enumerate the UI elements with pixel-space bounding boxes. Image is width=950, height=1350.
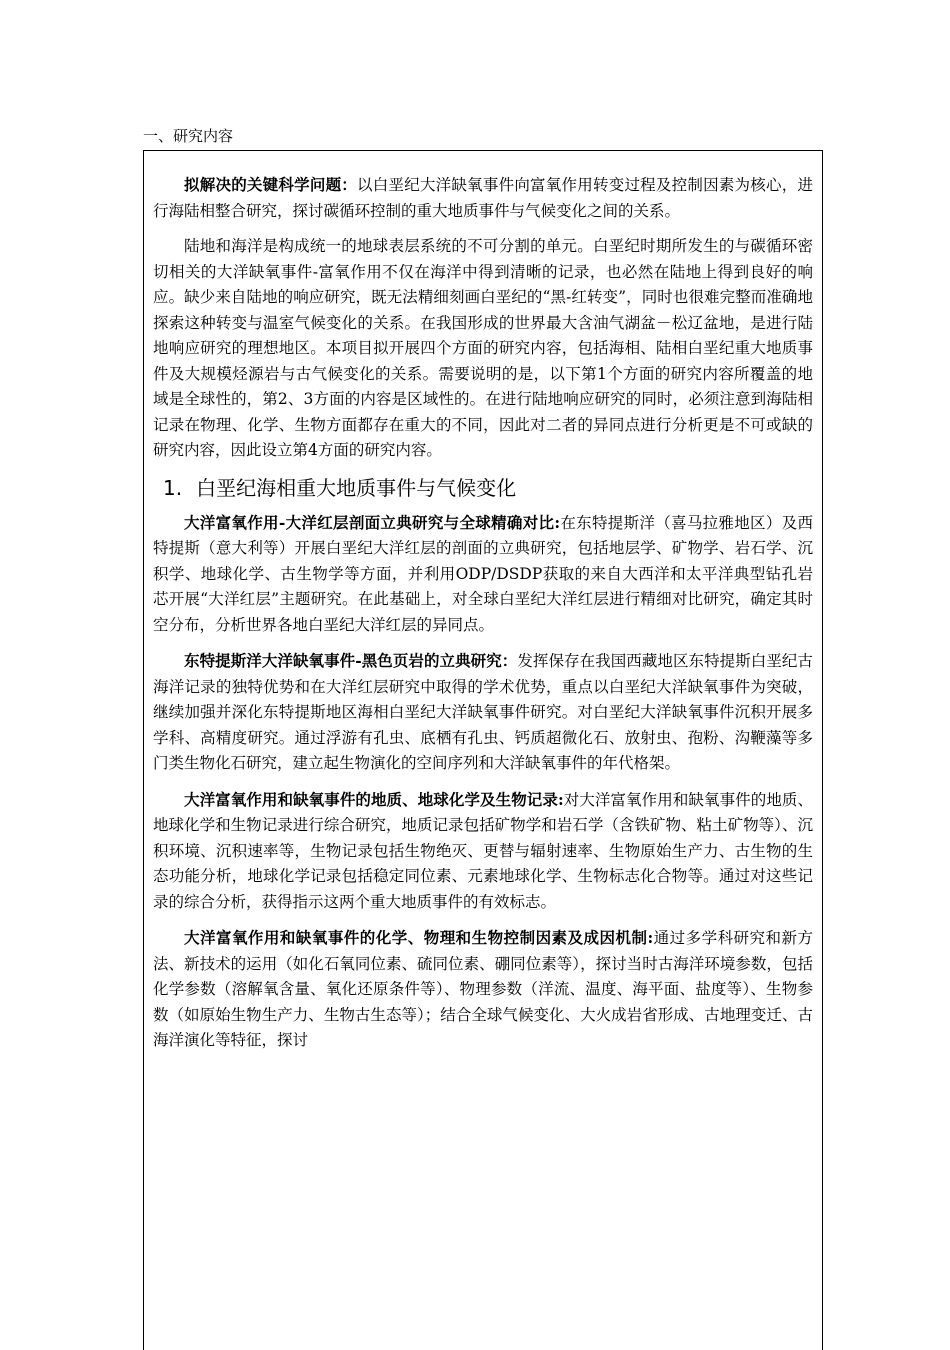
research-item-label: 大洋富氧作用和缺氧事件的化学、物理和生物控制因素及成因机制:: [184, 928, 654, 947]
section-heading: [153, 474, 813, 502]
section-label: 一、研究内容: [143, 127, 234, 145]
research-item-label: 东特提斯洋大洋缺氧事件-黑色页岩的立典研究：: [184, 651, 518, 670]
intro-paragraph: 陆地和海洋是构成统一的地球表层系统的不可分割的单元。白垩纪时期所发生的与碳循环密切相关的大洋缺氧事件-富氧作用不仅在海洋中得到清晰的记录，也必然在陆地上得到良好的响应。缺少来自陆地的响应研究，既无法精细刻画白垩纪的“黑-红转变”，同时也很难完整而准确地探索这种转变与温室气候变化的关系。在我国形成的世界最大含油气湖盆－松辽盆地，是进行陆地响应研究的理想地区。本项目拟开展四个方面的研究内容，包括海相、陆相白垩纪重大地质事件及大规模烃源岩与古气候变化的关系。需要说明的是，以下第1个方面的研究内容所覆盖的地域是全球性的，第2、3方面的内容是区域性的。在进行陆地响应研究的同时，必须注意到海陆相记录在物理、化学、生物方面都存在重大的不同，因此对二者的异同点进行分析更是不可或缺的研究内容，因此设立第4方面的研究内容。: [153, 237, 813, 459]
research-item-label: 大洋富氧作用-大洋红层剖面立典研究与全球精确对比:: [184, 512, 561, 532]
section-number: 1.: [163, 475, 183, 500]
section-title: 白垩纪海相重大地质事件与气候变化: [196, 475, 517, 500]
key-question-label: 拟解决的关键科学问题：: [184, 175, 358, 194]
research-item-text: 通过多学科研究和新方法、新技术的运用（如化石氧同位素、硫同位素、硼同位素等），探讨当时古海洋环境参数，包括化学参数（溶解氧含量、氧化还原条件等）、物理参数（洋流、温度、海平面、盐度等）、生物参数（如原始生物生产力、生物古生态等）；结合全球气候变化、大火成岩省形成、古地理变迁、古海洋演化等特征，探讨: [153, 929, 813, 1049]
key-question-text: 以白垩纪大洋缺氧事件向富氧作用转变过程及控制因素为核心，进行海陆相整合研究，探讨碳循环控制的重大地质事件与气候变化之间的关系。: [153, 176, 813, 220]
research-item-3: [153, 787, 813, 916]
document-body: [153, 172, 813, 1054]
key-question-paragraph: [153, 172, 813, 224]
research-item-label: 大洋富氧作用和缺氧事件的地质、地球化学及生物记录:: [184, 789, 564, 809]
research-item-4: [153, 925, 813, 1054]
research-item-text: 发挥保存在我国西藏地区东特提斯白垩纪古海洋记录的独特优势和在大洋红层研究中取得的学术优势，重点以白垩纪大洋缺氧事件为突破，继续加强并深化东特提斯地区海相白垩纪大洋缺氧事件研究。对白垩纪大洋缺氧事件沉积开展多学科、高精度研究。通过浮游有孔虫、底栖有孔虫、钙质超微化石、放射虫、孢粉、沟鞭藻等多门类生物化石研究，建立起生物演化的空间序列和大洋缺氧事件的年代格架。: [153, 652, 813, 772]
research-item-2: [153, 648, 813, 777]
research-item-text: 在东特提斯洋（喜马拉雅地区）及西特提斯（意大利等）开展白垩纪大洋红层的剖面的立典研究，包括地层学、矿物学、岩石学、沉积学、地球化学、古生物学等方面，并利用ODP/DSDP获取的来自大西洋和太平洋典型钻孔岩芯开展“大洋红层”主题研究。在此基础上，对全球白垩纪大洋红层进行精细对比研究，确定其时空分布，分析世界各地白垩纪大洋红层的异同点。: [153, 513, 813, 634]
research-item-text: 对大洋富氧作用和缺氧事件的地质、地球化学和生物记录进行综合研究，地质记录包括矿物学和岩石学（含铁矿物、粘土矿物等）、沉积环境、沉积速率等，生物记录包括生物绝灭、更替与辐射速率、生物原始生产力、古生物的生态功能分析，地球化学记录包括稳定同位素、元素地球化学、生物标志化合物等。通过对这些记录的综合分析，获得指示这两个重大地质事件的有效标志。: [153, 790, 813, 911]
research-item-1: [153, 510, 813, 639]
